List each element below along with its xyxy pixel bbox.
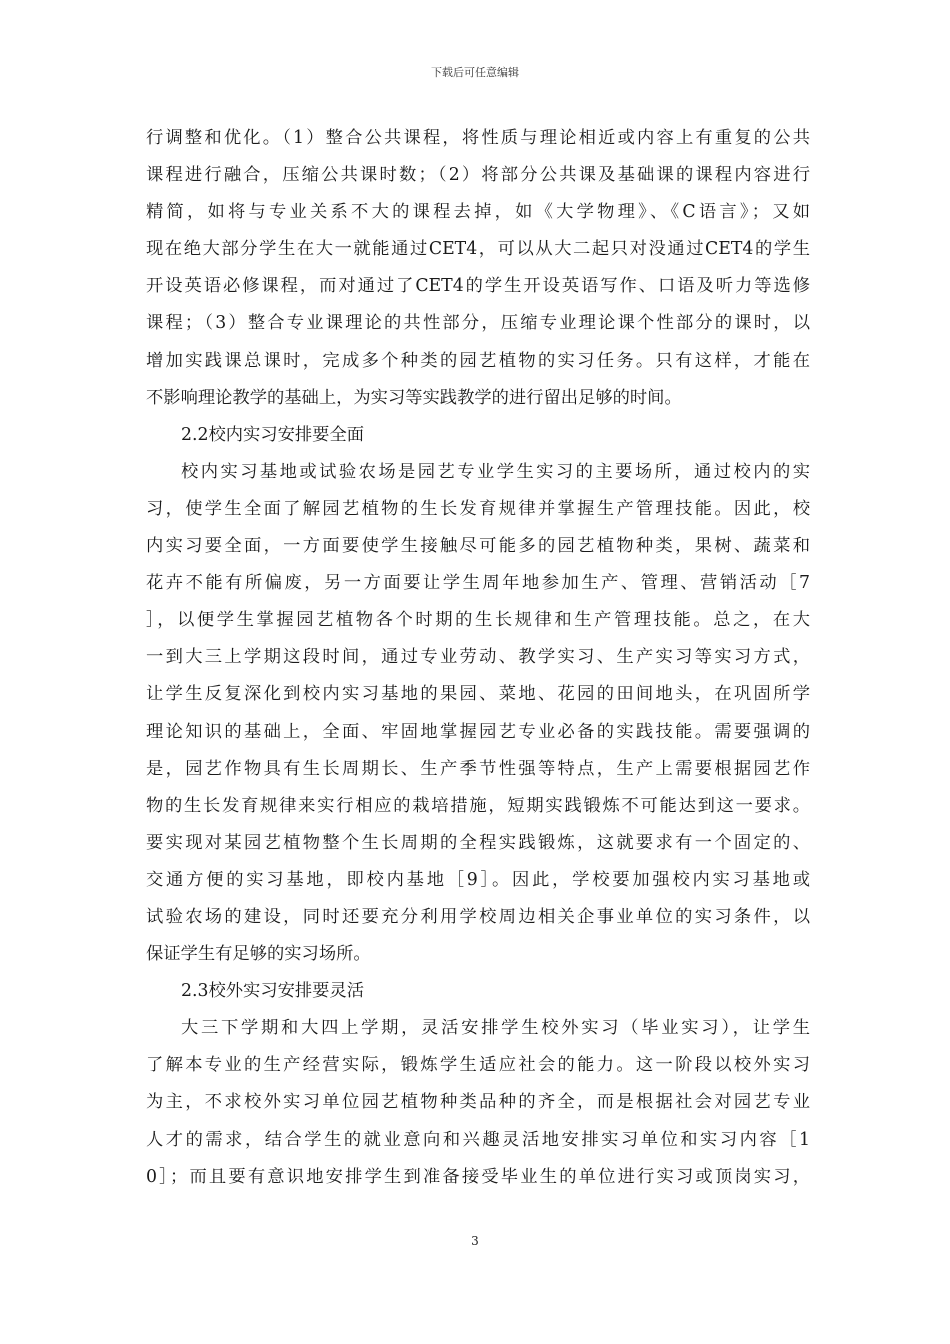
text-line: 花卉不能有所偏废，另一方面要让学生周年地参加生产、管理、营销活动［7	[146, 573, 810, 594]
text-line: 大三下学期和大四上学期，灵活安排学生校外实习（毕业实习），让学生	[181, 1018, 810, 1039]
text-line: 是，园艺作物具有生长周期长、生产季节性强等特点，生产上需要根据园艺作	[146, 758, 810, 779]
text-line: 试验农场的建设，同时还要充分利用学校周边相关企事业单位的实习条件，以	[146, 906, 810, 927]
text-line: 一到大三上学期这段时间，通过专业劳动、教学实习、生产实习等实习方式，	[146, 647, 810, 668]
page-header: 下载后可任意编辑	[431, 66, 519, 79]
text-line: 不影响理论教学的基础上，为实习等实践教学的进行留出足够的时间。	[146, 387, 682, 408]
text-line: 了解本专业的生产经营实际，锻炼学生适应社会的能力。这一阶段以校外实习	[146, 1055, 810, 1076]
text-line: 增加实践课总课时，完成多个种类的园艺植物的实习任务。只有这样，才能在	[146, 350, 810, 371]
text-line: 要实现对某园艺植物整个生长周期的全程实践锻炼，这就要求有一个固定的、	[146, 832, 810, 853]
text-line: 保证学生有足够的实习场所。	[146, 944, 371, 965]
text-line: 习，使学生全面了解园艺植物的生长发育规律并掌握生产管理技能。因此，校	[146, 498, 810, 519]
text-line: 物的生长发育规律来实行相应的栽培措施，短期实践锻炼不可能达到这一要求。	[146, 795, 810, 816]
text-line: 现在绝大部分学生在大一就能通过CET4，可以从大二起只对没通过CET4的学生	[146, 239, 810, 260]
text-line: 精简，如将与专业关系不大的课程去掉，如《大学物理》、《C语言》；又如	[146, 202, 810, 223]
text-line: 校内实习基地或试验农场是园艺专业学生实习的主要场所，通过校内的实	[181, 461, 810, 482]
body-text	[146, 120, 810, 1196]
text-line: 内实习要全面，一方面要使学生接触尽可能多的园艺植物种类，果树、蔬菜和	[146, 536, 810, 557]
text-line: 交通方便的实习基地，即校内基地［9］。因此，学校要加强校内实习基地或	[146, 869, 810, 890]
text-line: 开设英语必修课程，而对通过了CET4的学生开设英语写作、口语及听力等选修	[146, 276, 810, 297]
text-line: 让学生反复深化到校内实习基地的果园、菜地、花园的田间地头，在巩固所学	[146, 684, 810, 705]
text-line: 为主，不求校外实习单位园艺植物种类品种的齐全，而是根据社会对园艺专业	[146, 1092, 810, 1113]
page-number: 3	[471, 1234, 479, 1248]
text-line: ］，以便学生掌握园艺植物各个时期的生长规律和生产管理技能。总之，在大	[146, 610, 810, 631]
text-line: 课程进行融合，压缩公共课时数；（2）将部分公共课及基础课的课程内容进行	[146, 165, 810, 186]
text-line: 理论知识的基础上，全面、牢固地掌握园艺专业必备的实践技能。需要强调的	[146, 721, 810, 742]
text-line: 行调整和优化。（1）整合公共课程，将性质与理论相近或内容上有重复的公共	[146, 128, 810, 148]
text-line: 人才的需求，结合学生的就业意向和兴趣灵活地安排实习单位和实习内容［1	[146, 1129, 810, 1150]
text-line: 2.2校内实习安排要全面	[181, 424, 365, 445]
text-line: 课程；（3）整合专业课理论的共性部分，压缩专业理论课个性部分的课时，以	[146, 313, 810, 334]
text-line: 0］；而且要有意识地安排学生到准备接受毕业生的单位进行实习或顶岗实习，	[146, 1166, 810, 1187]
text-line: 2.3校外实习安排要灵活	[181, 981, 365, 1002]
